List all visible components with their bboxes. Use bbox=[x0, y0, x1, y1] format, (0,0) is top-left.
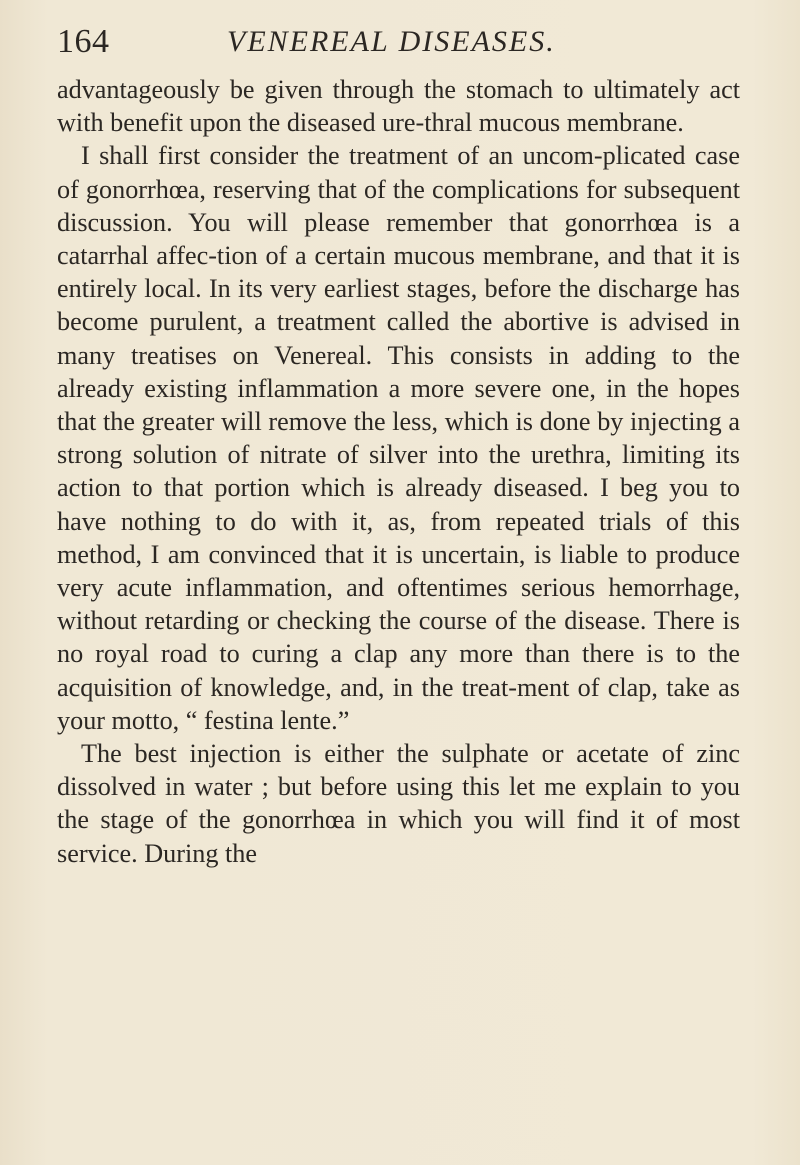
body-text bbox=[57, 73, 740, 870]
paragraph-1: advantageously be given through the stomach to ultimately act with benefit upon the diseased ure-thral mucous membrane. bbox=[57, 75, 740, 138]
paragraph-2: I shall first consider the treatment of an uncom-plicated case of gonorrhœa, reserving that of the complications for subsequent discussion. You will please remember that gonorrhœa is a catarrhal affec-tion of a certain mucous membrane, and that it is entirely local. In its very earliest stages, before the discharge has become purulent, a treatment called the abortive is advised in many treatises on Venereal. This consists in adding to the already existing inflammation a more severe one, in the hopes that the greater will remove the less, which is done by injecting a strong solution of nitrate of silver into the urethra, limiting its action to that portion which is already diseased. I beg you to have nothing to do with it, as, from repeated trials of this method, I am convinced that it is uncertain, is liable to produce very acute inflammation, and oftentimes serious hemorrhage, without retarding or checking the course of the disease. There is no royal road to curing a clap any more than there is to the acquisition of knowledge, and, in the treat-ment of clap, take as your motto, “ festina lente.” bbox=[57, 141, 740, 735]
running-head: VENEREAL DISEASES. bbox=[227, 25, 556, 58]
paragraph-3: The best injection is either the sulphate or acetate of zinc dissolved in water ; but before using this let me explain to you the stage of the gonorrhœa in which you will find it of most service. During the bbox=[57, 739, 740, 868]
page-header bbox=[57, 14, 760, 70]
page-number: 164 bbox=[57, 23, 110, 60]
